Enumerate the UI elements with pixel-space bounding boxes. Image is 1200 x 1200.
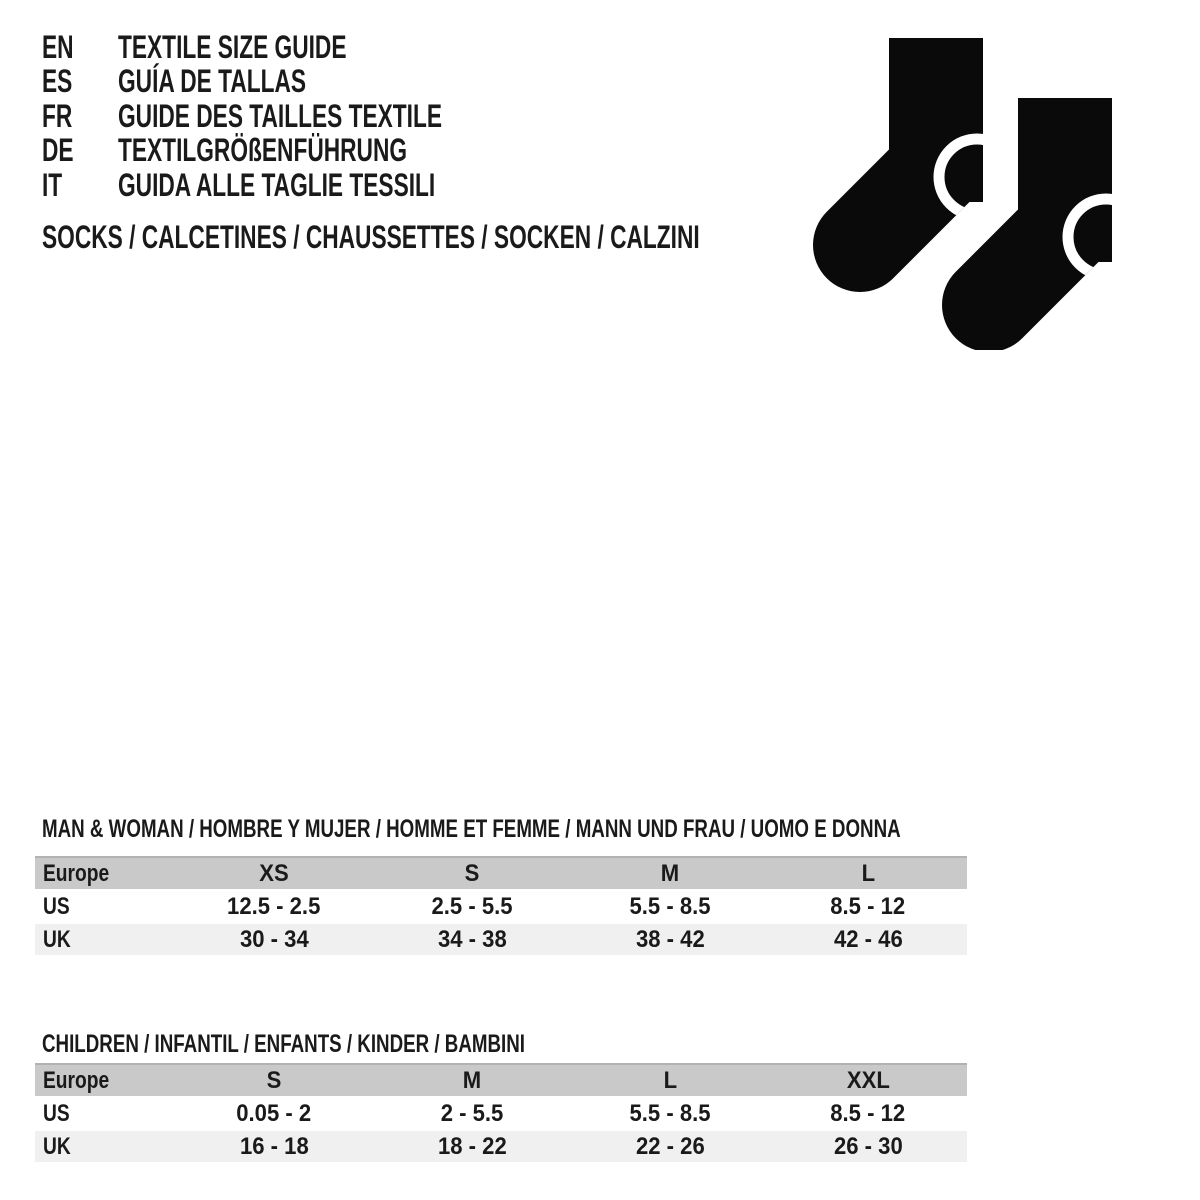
language-title-en: TEXTILE SIZE GUIDE	[118, 28, 347, 65]
region-label: UK	[43, 925, 71, 953]
language-title-it: GUIDA ALLE TAGLIE TESSILI	[118, 166, 436, 203]
column-header-l: L	[861, 859, 875, 887]
table-row-us	[35, 889, 967, 924]
size-cell: 0.05 - 2	[236, 1099, 312, 1127]
language-code-fr: FR	[42, 97, 73, 134]
language-list	[42, 30, 574, 203]
size-cell: 2.5 - 5.5	[431, 892, 513, 920]
table-row-us	[35, 1096, 967, 1131]
man-woman-table-title: MAN & WOMAN / HOMBRE Y MUJER / HOMME ET FEMME / MANN UND FRAU / UOMO E DONNA	[42, 814, 901, 843]
size-cell: 5.5 - 8.5	[629, 892, 711, 920]
children-table-title: CHILDREN / INFANTIL / ENFANTS / KINDER / BAMBINI	[42, 1029, 525, 1058]
language-title-fr: GUIDE DES TAILLES TEXTILE	[118, 97, 442, 134]
size-cell: 8.5 - 12	[830, 892, 906, 920]
socks-icon	[810, 30, 1130, 350]
size-cell: 26 - 30	[833, 1132, 903, 1160]
size-cell: 34 - 38	[437, 925, 507, 953]
language-code-en: EN	[42, 28, 74, 65]
table-row-uk	[35, 1131, 967, 1162]
size-cell: 22 - 26	[635, 1132, 705, 1160]
region-label: US	[43, 1099, 70, 1127]
size-cell: 12.5 - 2.5	[227, 892, 321, 920]
size-cell: 8.5 - 12	[830, 1099, 906, 1127]
size-cell: 18 - 22	[437, 1132, 507, 1160]
size-cell: 2 - 5.5	[440, 1099, 504, 1127]
language-row-en	[42, 30, 574, 65]
table-row-uk	[35, 924, 967, 955]
language-code-it: IT	[42, 166, 63, 203]
column-header-xxl: XXL	[846, 1066, 890, 1094]
column-header-region: Europe	[43, 859, 110, 887]
column-header-xs: XS	[259, 859, 289, 887]
language-row-de	[42, 134, 574, 169]
language-row-it	[42, 168, 574, 203]
man-woman-size-table	[35, 856, 967, 955]
column-header-m: M	[660, 859, 680, 887]
language-title-es: GUÍA DE TALLAS	[118, 63, 307, 100]
column-header-l: L	[663, 1066, 677, 1094]
language-code-de: DE	[42, 132, 74, 169]
table-header-row	[35, 1064, 967, 1096]
size-cell: 30 - 34	[239, 925, 309, 953]
size-cell: 5.5 - 8.5	[629, 1099, 711, 1127]
language-title-de: TEXTILGRÖßENFÜHRUNG	[118, 132, 408, 169]
column-header-region: Europe	[43, 1066, 110, 1094]
column-header-s: S	[266, 1066, 282, 1094]
sock-left	[860, 38, 1015, 245]
region-label: US	[43, 892, 70, 920]
language-row-fr	[42, 99, 574, 134]
product-category-line: SOCKS / CALCETINES / CHAUSSETTES / SOCKEN / CALZINI	[42, 218, 700, 255]
region-label: UK	[43, 1132, 71, 1160]
size-cell: 16 - 18	[239, 1132, 309, 1160]
size-cell: 42 - 46	[833, 925, 903, 953]
size-cell: 38 - 42	[635, 925, 705, 953]
column-header-m: M	[462, 1066, 482, 1094]
children-size-table	[35, 1063, 967, 1162]
table-header-row	[35, 857, 967, 889]
column-header-s: S	[464, 859, 480, 887]
language-row-es	[42, 65, 574, 100]
language-code-es: ES	[42, 63, 73, 100]
